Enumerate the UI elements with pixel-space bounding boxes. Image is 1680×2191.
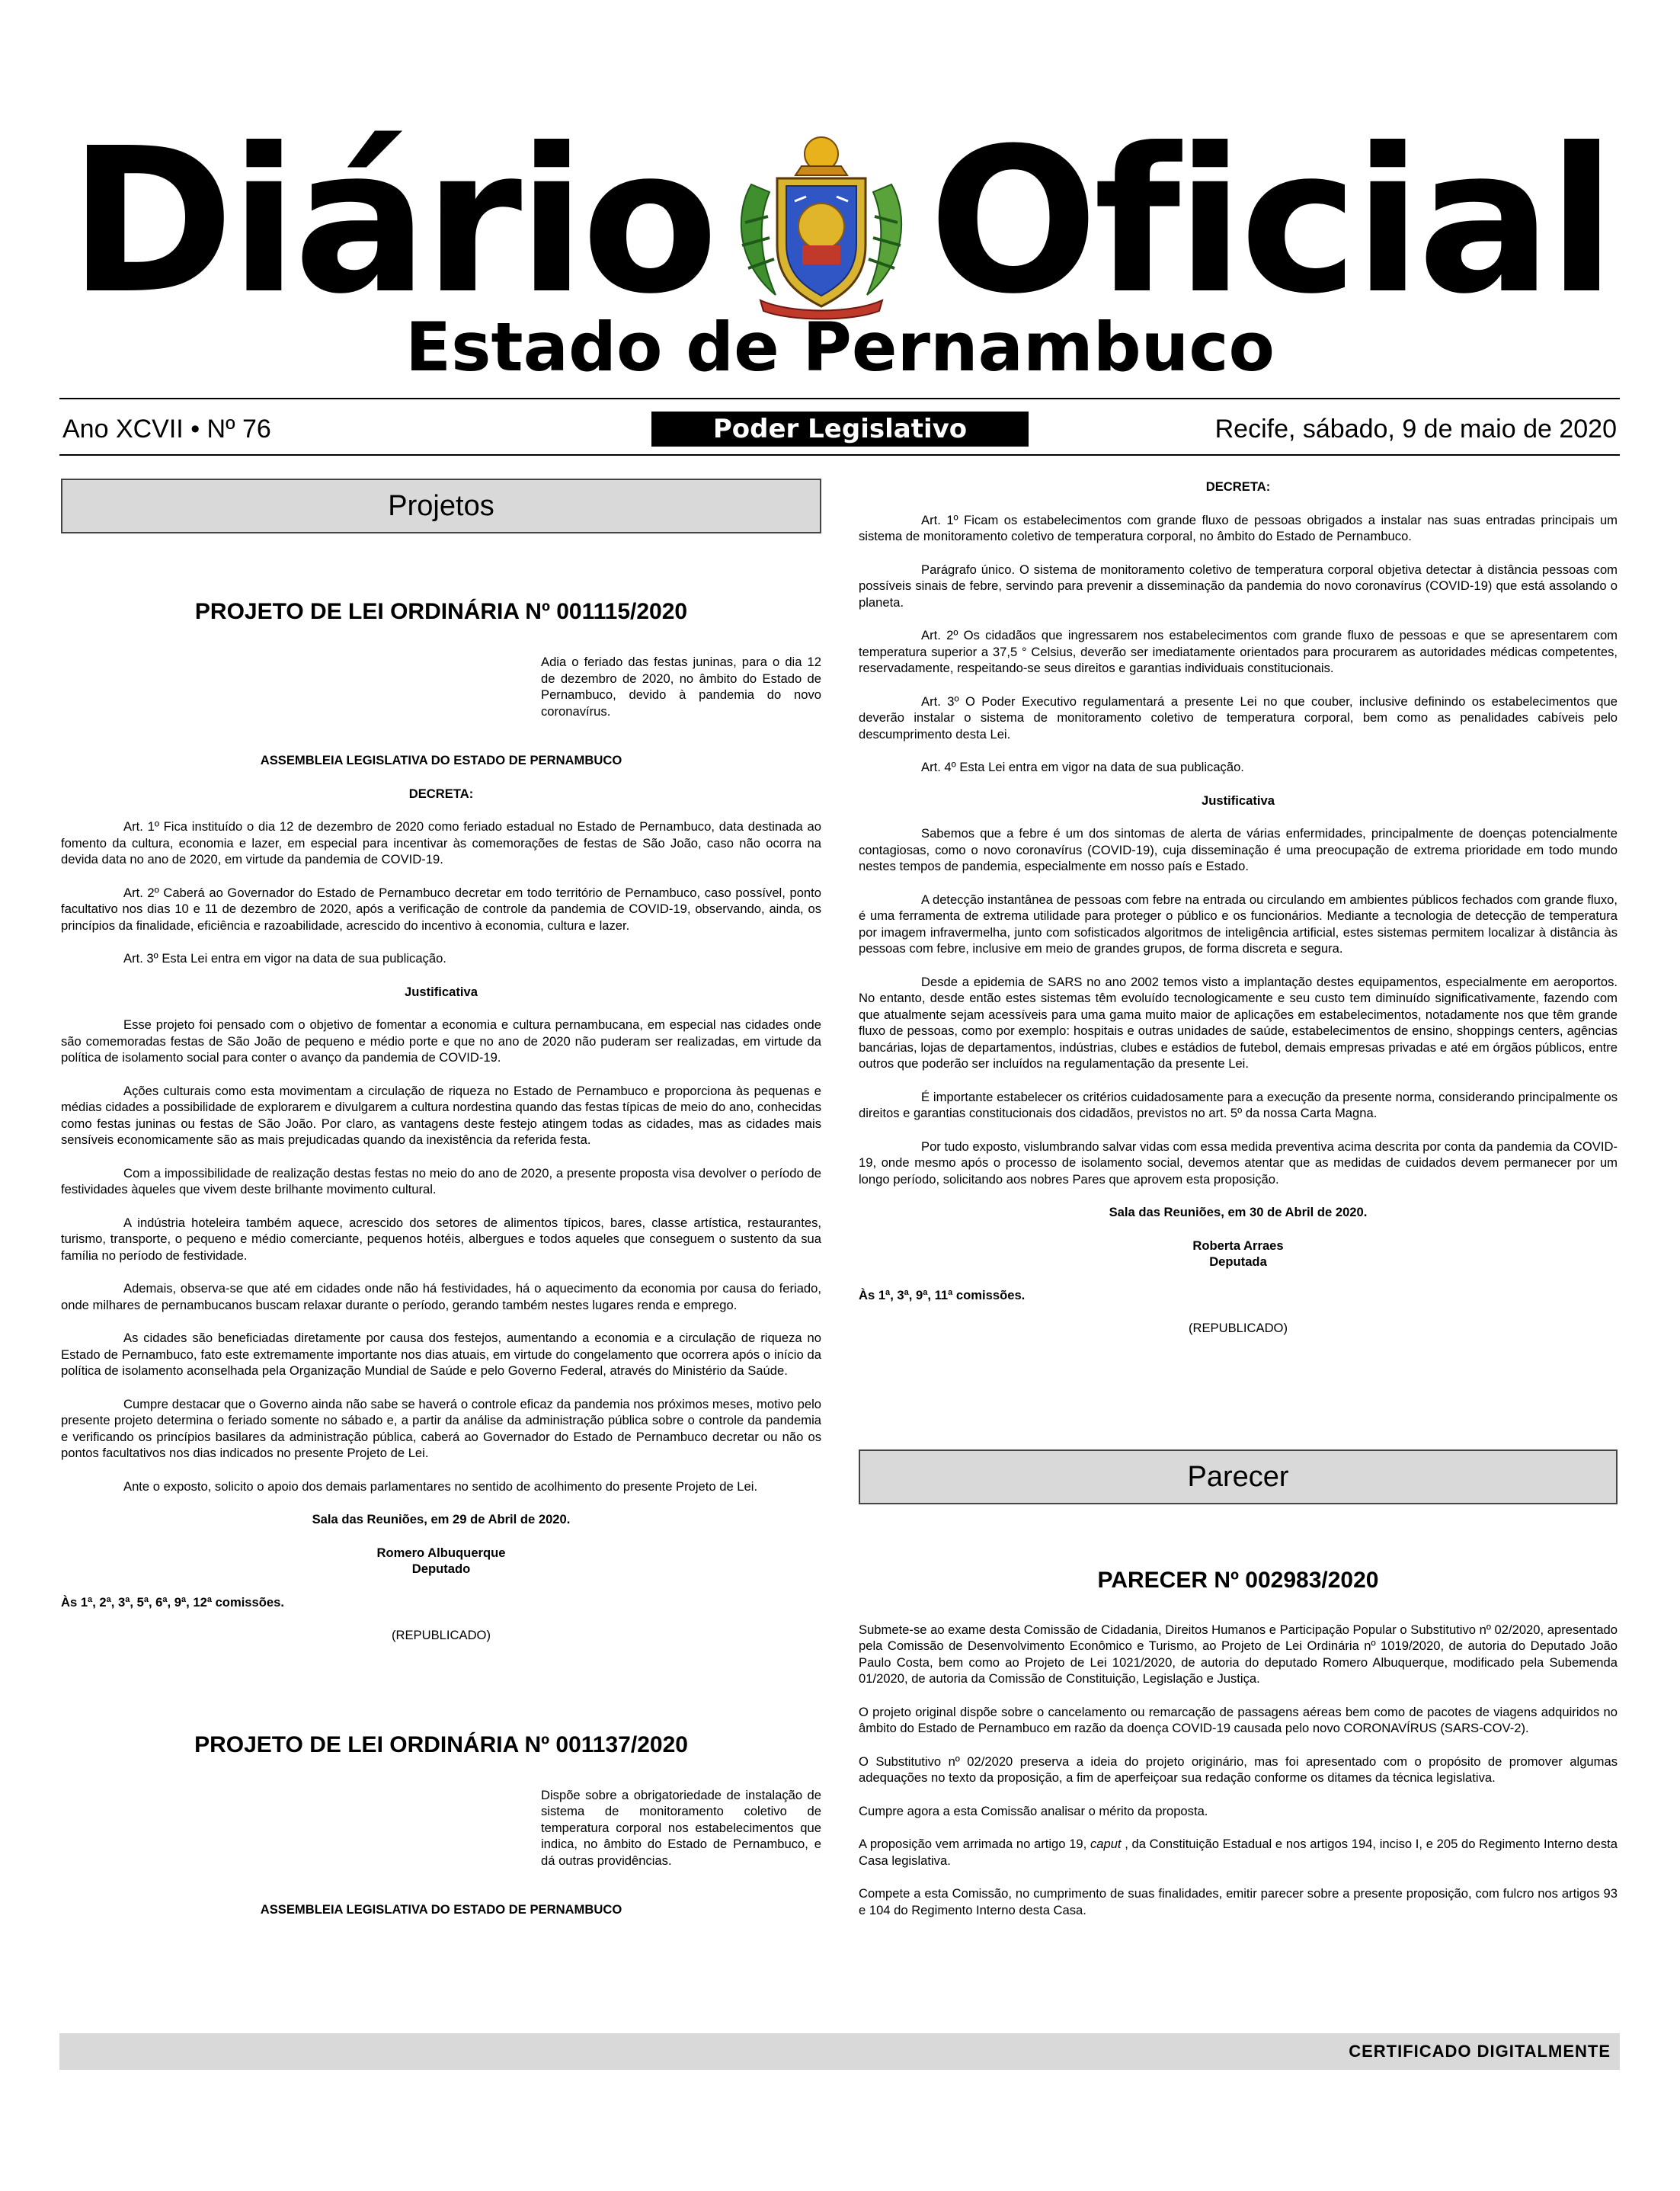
doc-title-001137: PROJETO DE LEI ORDINÁRIA Nº 001137/2020	[194, 1731, 688, 1757]
parecer-paragraph: Submete-se ao exame desta Comissão de Cidadania, Direitos Humanos e Participação Popular o Substitutivo nº 02/2020, apresentado pela Comissão de Desenvolvimento Econômico e Turismo, ao Projeto de Lei Ordinária nº 1019/2020, de autoria do Deputado João Paulo Costa, bem como ao Projeto de Lei 1021/2020, de autoria do deputado Romero Albuquerque, modificado pela Subemenda 01/2020, de autoria da Comissão de Constituição, Legislação e Justiça.	[859, 1622, 1618, 1686]
session-date: Sala das Reuniões, em 30 de Abril de 2020.	[1109, 1205, 1368, 1219]
parecer-caput: caput	[1090, 1837, 1122, 1851]
justificativa-paragraph: A indústria hoteleira também aquece, acrescido dos setores de alimentos típicos, bares, classe artística, restaurantes, turismo, transporte, o pequeno e médio comerciante, pequenos hotéis, albergues e todos aqueles que conseguem o sustento da sua família no período de festividade.	[61, 1215, 821, 1263]
article-2: Art. 2º Os cidadãos que ingressarem nos estabelecimentos com grande fluxo de pessoas e que se apresentarem com temperatura superior a 37,5 ° Celsius, deverão ser imediatamente orientados para procurarem as autoridades médicas competentes, reservadamente, respeitando-se seus direitos e garantias individuais constitucionais.	[859, 628, 1618, 675]
assembly-heading: ASSEMBLEIA LEGISLATIVA DO ESTADO DE PERNAMBUCO	[260, 753, 622, 767]
parecer-paragraph: Compete a esta Comissão, no cumprimento de suas finalidades, emitir parecer sobre a presente proposição, com fulcro nos artigos 93 e 104 do Regimento Interno desta Casa.	[859, 1886, 1618, 1917]
justificativa-paragraph: As cidades são beneficiadas diretamente por causa dos festejos, aumentando a economia e a circulação de riqueza no Estado de Pernambuco, fato este extremamente importante nos dias atuais, em virtude do congelamento que ocorrera após o início da política de isolamento aconselhada pela Organização Mundial de Saúde e pelo Governo Federal, através do Ministério da Saúde.	[61, 1331, 821, 1378]
masthead-rule-bottom	[59, 454, 1620, 456]
justificativa-paragraph: É importante estabelecer os critérios cuidadosamente para a execução da presente norma, considerando principalmente os direitos e garantias constitucionais dos cidadãos, previstos no art. 5º da nossa Carta Magna.	[859, 1089, 1618, 1120]
masthead-subtitle: Estado de Pernambuco	[405, 308, 1275, 386]
parecer-paragraph	[859, 1836, 1618, 1869]
section-label: Poder Legislativo	[651, 412, 1029, 447]
author-name: Roberta Arraes	[1192, 1238, 1284, 1253]
paragrafo-unico: Parágrafo único. O sistema de monitoramento coletivo de temperatura corporal objetiva detectar à distância pessoas com possíveis sinais de febre, servindo para prevenir a disseminação da pandemia do novo coronavírus (COVID-19) que está assolando o planeta.	[859, 562, 1618, 610]
justificativa-paragraph: Com a impossibilidade de realização destas festas no meio do ano de 2020, a presente proposta visa devolver o período de festividades àqueles que vivem deste brilhante movimento cultural.	[61, 1165, 821, 1196]
commissions: Às 1ª, 3ª, 9ª, 11ª comissões.	[859, 1287, 1026, 1302]
article-1: Art. 1º Fica instituído o dia 12 de dezembro de 2020 como feriado estadual no Estado de Pernambuco, data destinada ao fomento da cultura, economia e lazer, em especial para incentivar às comemorações de festas de São João, caso não ocorra na devida data no ano de 2020, em virtude da pandemia de COVID-19.	[61, 819, 821, 866]
parecer-text: A proposição vem arrimada no artigo 19,	[859, 1837, 1087, 1851]
parecer-text: , da Constituição Estadual e nos artigos 194, inciso I, e 205 do Regimento Interno desta Casa legislativa.	[859, 1837, 1618, 1868]
justificativa-heading: Justificativa	[1202, 793, 1275, 808]
justificativa-paragraph: Sabemos que a febre é um dos sintomas de alerta de várias enfermidades, principalmente de doenças potencialmente contagiosas, como o novo coronavírus (COVID-19), cuja disseminação é uma preocupação de extrema prioridade em todo mundo nestes tempos de pandemia, especialmente em nosso país e Estado.	[859, 826, 1618, 873]
author-role: Deputada	[1209, 1254, 1267, 1269]
article-1: Art. 1º Ficam os estabelecimentos com grande fluxo de pessoas obrigados a instalar nas suas entradas principais um sistema de monitoramento coletivo de temperatura corporal, no âmbito do Estado de Pernambuco.	[859, 512, 1618, 543]
title-word-diario: Diário	[69, 105, 715, 338]
ementa-001115: Adia o feriado das festas juninas, para o dia 12 de dezembro de 2020, no âmbito do Estado de Pernambuco, devido à pandemia do novo coronavírus.	[541, 655, 821, 719]
title-word-oficial: Oficial	[928, 105, 1611, 338]
article-3: Art. 3º Esta Lei entra em vigor na data de sua publicação.	[123, 951, 446, 966]
certified-footer: CERTIFICADO DIGITALMENTE	[59, 2033, 1620, 2070]
right-column	[859, 479, 1618, 1918]
justificativa-paragraph: A detecção instantânea de pessoas com febre na entrada ou circulando em ambientes públicos fechados com grande fluxo, é uma ferramenta de extrema utilidade para proteger o público e os funcionários. Mediante a tecnologia de detecção de temperatura por imagem infravermelha, junto com sofisticados algoritmos de inteligência artificial, estes sistemas permitem localizar à distância às pessoas com febre, inclusive em meio de grandes grupos, de forma discreta e segura.	[859, 892, 1618, 956]
republicado-note: (REPUBLICADO)	[391, 1628, 491, 1642]
article-2: Art. 2º Caberá ao Governador do Estado de Pernambuco decretar em todo território de Pernambuco, caso possível, ponto facultativo nos dias 10 e 11 de dezembro de 2020, após a verificação de controle da pandemia de COVID-19, observando, ainda, os princípios da finalidade, eficiência e razoabilidade, acrescido do incentivo à economia, cultura e lazer.	[61, 885, 821, 933]
justificativa-paragraph: Ante o exposto, solicito o apoio dos demais parlamentares no sentido de acolhimento do presente Projeto de Lei.	[123, 1478, 758, 1494]
session-date: Sala das Reuniões, em 29 de Abril de 2020.	[312, 1512, 571, 1526]
parecer-paragraph: O projeto original dispõe sobre o cancelamento ou remarcação de passagens aéreas bem como de pacotes de viagens adquiridos no âmbito do Estado de Pernambuco em razão da doença COVID-19 causada pelo novo CORONAVÍRUS (SARS-COV-2).	[859, 1704, 1618, 1735]
assembly-heading: ASSEMBLEIA LEGISLATIVA DO ESTADO DE PERNAMBUCO	[260, 1902, 622, 1917]
parecer-title: PARECER Nº 002983/2020	[1097, 1567, 1379, 1593]
justificativa-paragraph: Esse projeto foi pensado com o objetivo de fomentar a economia e cultura pernambucana, em especial nas cidades onde são comemoradas festas de São João de pequeno e médio porte e que no ano de 2020 não puderam ser realizadas, em virtude da política de isolamento social para conter o avanço da pandemia de COVID-19.	[61, 1017, 821, 1065]
masthead-rule-top	[59, 398, 1620, 399]
commissions: Às 1ª, 2ª, 3ª, 5ª, 6ª, 9ª, 12ª comissões.	[61, 1594, 284, 1610]
article-4: Art. 4º Esta Lei entra em vigor na data de sua publicação.	[921, 760, 1244, 774]
justificativa-paragraph: Ações culturais como esta movimentam a circulação de riqueza no Estado de Pernambuco e proporciona às pequenas e médias cidades a possibilidade de explorarem e divulgarem a cultura nordestina quando das festas típicas de meio do ano, conhecidas como festas juninas ou festas de São João. Por claro, as vantagens deste festejo atingem todas as cidades, mas as cidades mais sensíveis economicamente são as mais prejudicadas quando da inexistência da referida festa.	[61, 1083, 821, 1147]
republicado-note: (REPUBLICADO)	[1188, 1321, 1288, 1335]
decreta-heading: DECRETA:	[408, 786, 474, 801]
place-date: Recife, sábado, 9 de maio de 2020	[1214, 415, 1617, 444]
section-header-projetos: Projetos	[61, 479, 821, 533]
parecer-paragraph: O Substitutivo nº 02/2020 preserva a ideia do projeto originário, mas foi apresentado com o propósito de promover algumas adequações no texto da proposição, a fim de aperfeiçoar sua redação conforme os ditames da técnica legislativa.	[859, 1754, 1618, 1785]
justificativa-paragraph: Desde a epidemia de SARS no ano 2002 temos visto a implantação destes equipamentos, especialmente em aeroportos. No entanto, desde então estes sistemas têm evoluído tecnologicamente e seu custo tem diminuído significativamente, fazendo com que atualmente sejam acessíveis para uma gama muito maior de aplicações em estabelecimentos, notadamente nos que têm grande fluxo de pessoas, como por exemplo: hospitais e outras unidades de saúde, estabelecimentos de ensino, shoppings centers, agências bancárias, lojas de departamentos, indústrias, clubes e estádios de futebol, demais empresas privadas e até em órgãos públicos, entre outros que poderão ser incluídos na regulamentação da presente Lei.	[859, 974, 1618, 1071]
masthead-title	[69, 105, 1611, 338]
pernambuco-coat-of-arms-icon	[730, 131, 913, 322]
parecer-paragraph: Cumpre agora a esta Comissão analisar o mérito da proposta.	[859, 1803, 1208, 1818]
masthead-infobar	[59, 410, 1620, 448]
justificativa-paragraph: Cumpre destacar que o Governo ainda não sabe se haverá o controle eficaz da pandemia nos próximos meses, motivo pelo presente projeto determina o feriado somente no sábado e, a partir da análise da administração pública sobre o controle da pandemia e verificando os princípios basilares da administração pública, caberá ao Governador do Estado de Pernambuco decretar ou não os pontos facultativos nos dias indicados no presente Projeto de Lei.	[61, 1396, 821, 1460]
justificativa-heading: Justificativa	[405, 984, 478, 999]
section-header-parecer: Parecer	[859, 1449, 1618, 1504]
left-column	[61, 479, 821, 1918]
justificativa-paragraph: Por tudo exposto, vislumbrando salvar vidas com essa medida preventiva acima descrita por conta da pandemia da COVID-19, onde mesmo após o processo de isolamento social, devemos atentar que as medidas de cuidados devem permanecer por um longo período, solicitando aos nobres Pares que aprovem esta proposição.	[859, 1139, 1618, 1187]
decreta-heading: DECRETA:	[1205, 479, 1271, 494]
author-role: Deputado	[411, 1562, 471, 1576]
edition-number: Ano XCVII • Nº 76	[62, 415, 271, 444]
justificativa-paragraph: Ademais, observa-se que até em cidades onde não há festividades, há o aquecimento da economia por causa do feriado, onde milhares de pernambucanos buscam relaxar durante o período, gerando também nestes lugares renda e emprego.	[61, 1281, 821, 1312]
ementa-001137: Dispõe sobre a obrigatoriedade de instalação de sistema de monitoramento coletivo de temperatura corporal nos estabelecimentos que indica, no âmbito do Estado de Pernambuco, e dá outras providências.	[541, 1787, 821, 1868]
author-name: Romero Albuquerque	[376, 1545, 506, 1560]
doc-title-001115: PROJETO DE LEI ORDINÁRIA Nº 001115/2020	[194, 599, 688, 624]
article-3: Art. 3º O Poder Executivo regulamentará a presente Lei no que couber, inclusive definindo os estabelecimentos que deverão instalar o sistema de monitoramento coletivo de temperatura corporal, bem como as penalidades cabíveis pelo descumprimento desta Lei.	[859, 693, 1618, 742]
